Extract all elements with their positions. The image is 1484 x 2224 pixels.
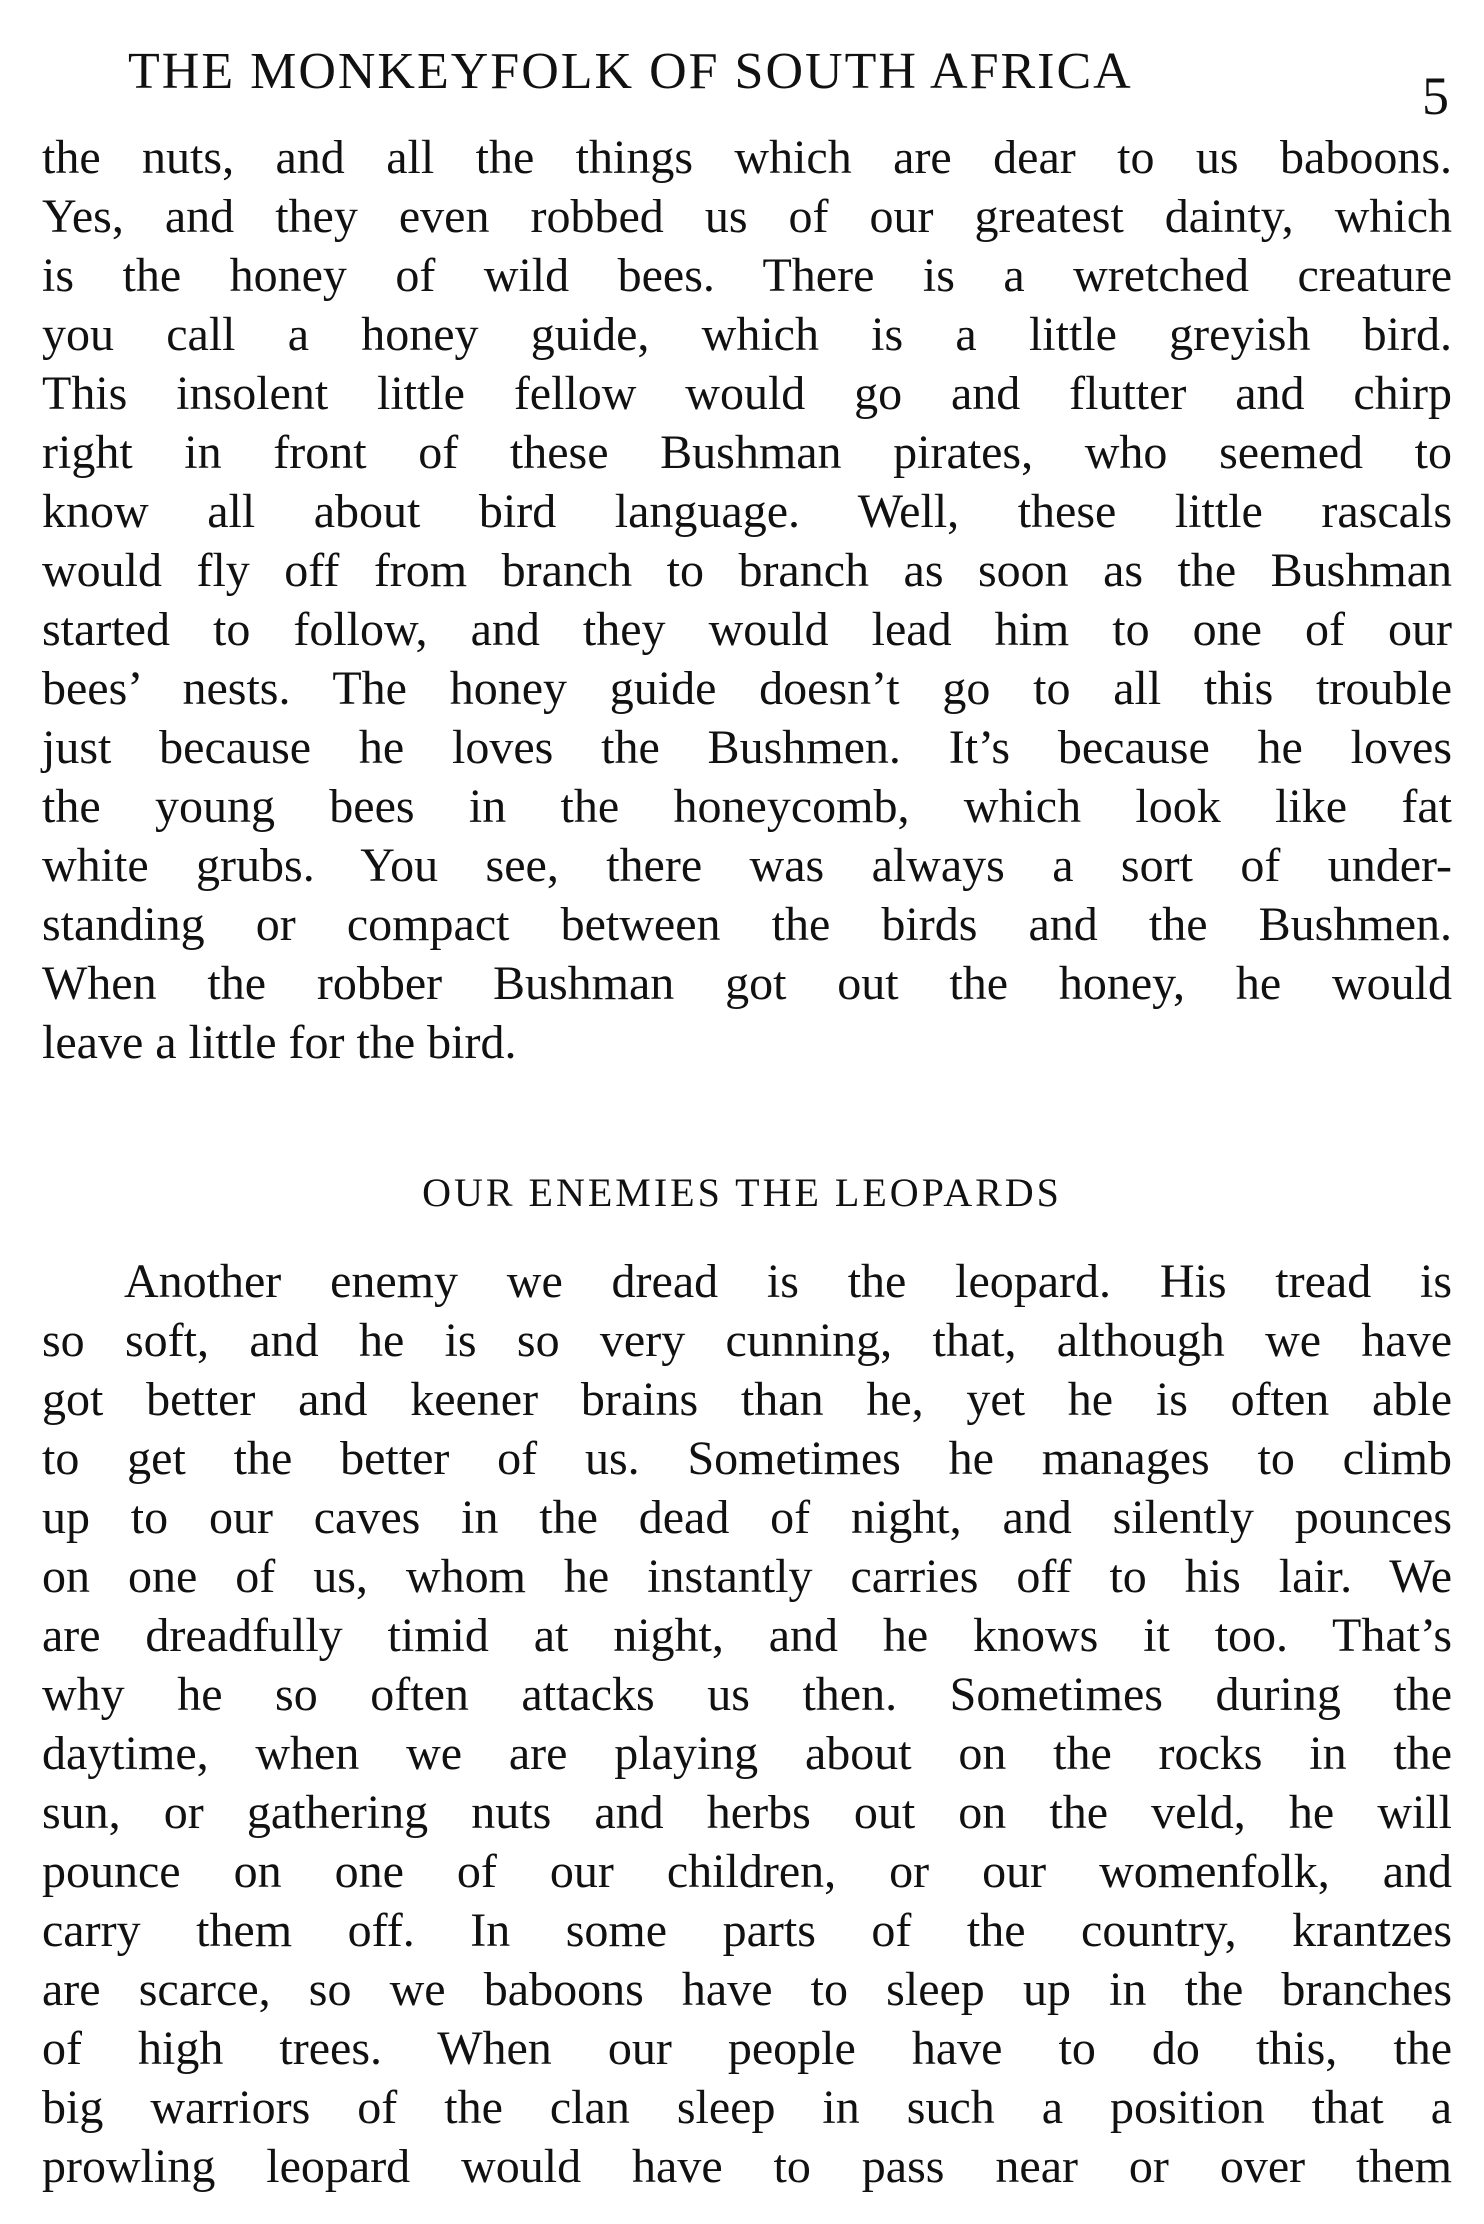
text-line: of high trees. When our people have to do this, the <box>42 2022 1452 2075</box>
text-line: so soft, and he is so very cunning, that, although we have <box>42 1314 1452 1367</box>
text-line: the nuts, and all the things which are dear to us baboons. <box>42 131 1452 184</box>
text-line: standing or compact between the birds and the Bushmen. <box>42 898 1452 951</box>
text-line: right in front of these Bushman pirates, who seemed to <box>42 426 1452 479</box>
paragraph-honey-guide <box>42 128 1452 1072</box>
text-line: on one of us, whom he instantly carries off to his lair. We <box>42 1550 1452 1603</box>
text-line: white grubs. You see, there was always a sort of under- <box>42 839 1452 892</box>
text-line: This insolent little fellow would go and flutter and chirp <box>42 367 1452 420</box>
text-line: why he so often attacks us then. Sometimes during the <box>42 1668 1452 1721</box>
page-number: 5 <box>1422 66 1449 126</box>
text-line: to get the better of us. Sometimes he manages to climb <box>42 1432 1452 1485</box>
text-line: started to follow, and they would lead him to one of our <box>42 603 1452 656</box>
text-line: you call a honey guide, which is a little greyish bird. <box>42 308 1452 361</box>
text-line: the young bees in the honeycomb, which look like fat <box>42 780 1452 833</box>
text-line: When the robber Bushman got out the honey, he would <box>42 957 1452 1010</box>
text-line: bees’ nests. The honey guide doesn’t go to all this trouble <box>42 662 1452 715</box>
text-line: is the honey of wild bees. There is a wretched creature <box>42 249 1452 302</box>
text-line: pounce on one of our children, or our womenfolk, and <box>42 1845 1452 1898</box>
text-line: know all about bird language. Well, these little rascals <box>42 485 1452 538</box>
text-line: got better and keener brains than he, yet he is often able <box>42 1373 1452 1426</box>
paragraph-leopards <box>42 1252 1452 2196</box>
text-line: are scarce, so we baboons have to sleep up in the branches <box>42 1963 1452 2016</box>
running-title: THE MONKEYFOLK OF SOUTH AFRICA <box>128 43 1133 100</box>
text-line: Yes, and they even robbed us of our greatest dainty, which <box>42 190 1452 243</box>
text-line: leave a little for the bird. <box>42 1016 517 1069</box>
text-line: just because he loves the Bushmen. It’s because he loves <box>42 721 1452 774</box>
text-line: sun, or gathering nuts and herbs out on the veld, he will <box>42 1786 1452 1839</box>
text-line: would fly off from branch to branch as soon as the Bushman <box>42 544 1452 597</box>
text-line: carry them off. In some parts of the country, krantzes <box>42 1904 1452 1957</box>
section-heading: OUR ENEMIES THE LEOPARDS <box>422 1170 1062 1215</box>
text-line: daytime, when we are playing about on the rocks in the <box>42 1727 1452 1780</box>
text-line: prowling leopard would have to pass near or over them <box>42 2140 1452 2193</box>
text-line: Another enemy we dread is the leopard. His tread is <box>124 1255 1452 1308</box>
text-line: up to our caves in the dead of night, and silently pounces <box>42 1491 1452 1544</box>
text-line: big warriors of the clan sleep in such a position that a <box>42 2081 1452 2134</box>
text-line: are dreadfully timid at night, and he knows it too. That’s <box>42 1609 1452 1662</box>
